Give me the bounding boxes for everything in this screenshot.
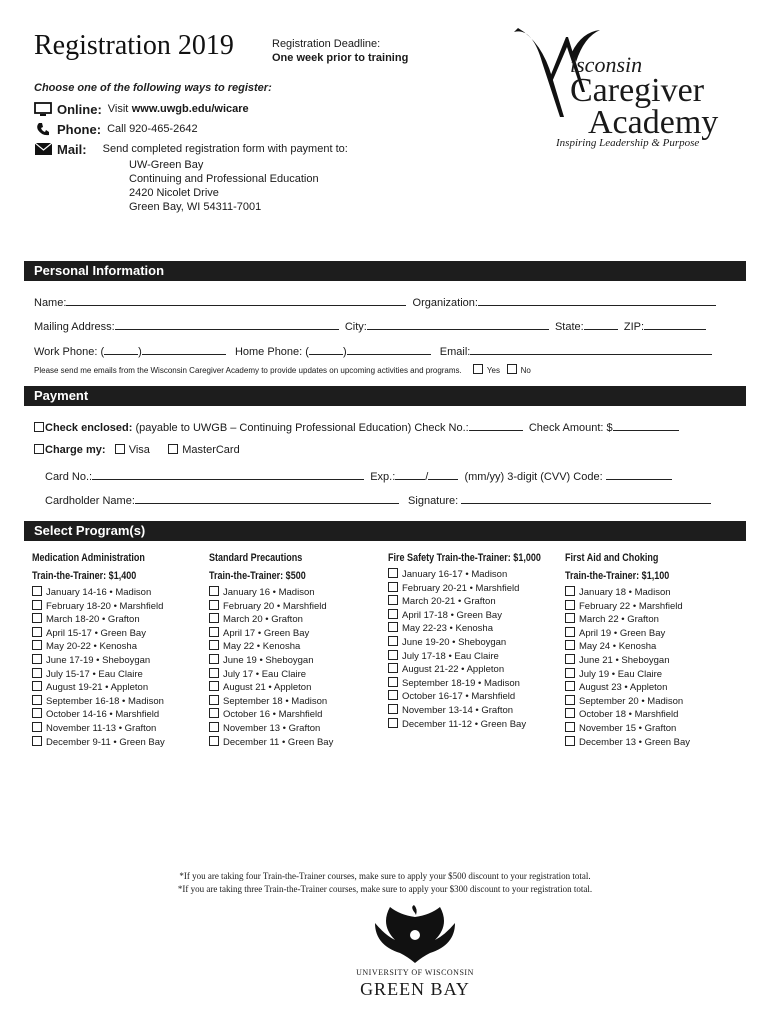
work-phone-label: Work Phone: ( xyxy=(34,346,105,358)
charge-my-label: Charge my: xyxy=(45,444,106,456)
program-date-item[interactable]: January 16 • Madison xyxy=(209,586,379,600)
card-row: Card No.: Exp.: / (mm/yy) 3-digit (CVV) Code: xyxy=(45,469,672,483)
program-dates xyxy=(32,586,202,749)
program-date-item[interactable]: November 15 • Grafton xyxy=(565,722,745,736)
program-date-item[interactable]: February 22 • Marshfield xyxy=(565,600,745,614)
registration-deadline xyxy=(272,37,408,65)
register-phone xyxy=(34,121,198,137)
charge-my-checkbox[interactable] xyxy=(34,444,44,454)
logo-isconsin: isconsin xyxy=(570,52,643,77)
check-no-field[interactable] xyxy=(469,420,523,431)
name-field[interactable] xyxy=(66,295,406,306)
name-row xyxy=(34,295,716,309)
program-price: Train-the-Trainer: $500 xyxy=(209,570,306,582)
check-amount-field[interactable] xyxy=(613,420,679,431)
program-date-item[interactable]: December 9-11 • Green Bay xyxy=(32,736,202,750)
program-date-item[interactable]: December 13 • Green Bay xyxy=(565,736,745,750)
logo-tagline: Inspiring Leadership & Purpose xyxy=(556,137,700,149)
home-phone-field[interactable] xyxy=(347,344,431,355)
program-column-medication xyxy=(32,550,202,749)
register-online xyxy=(34,101,249,117)
program-column-fire-safety xyxy=(388,550,563,731)
program-date-item[interactable]: March 22 • Grafton xyxy=(565,613,745,627)
program-date-item[interactable]: May 22-23 • Kenosha xyxy=(388,622,563,636)
cvv-label: 3-digit (CVV) Code: xyxy=(507,471,603,483)
program-date-item[interactable]: September 16-18 • Madison xyxy=(32,695,202,709)
program-date-item[interactable]: March 20-21 • Grafton xyxy=(388,595,563,609)
phoenix-logo-icon xyxy=(370,905,460,965)
mail-text: Send completed registration form with payment to: xyxy=(102,143,348,155)
program-date-item[interactable]: May 22 • Kenosha xyxy=(209,640,379,654)
organization-label: Organization: xyxy=(412,297,478,309)
address-line: Green Bay, WI 54311-7001 xyxy=(129,201,262,213)
zip-label: ZIP: xyxy=(623,321,645,333)
program-date-item[interactable]: October 16 • Marshfield xyxy=(209,708,379,722)
mmyy-label: (mm/yy) xyxy=(464,471,505,483)
visa-label: Visa xyxy=(128,444,150,456)
personal-info-heading: Personal Information xyxy=(24,261,746,281)
work-phone-area-field[interactable] xyxy=(104,344,138,355)
mastercard-label: MasterCard xyxy=(182,444,240,456)
check-row xyxy=(34,420,679,434)
program-date-item[interactable]: July 17 • Eau Claire xyxy=(209,668,379,682)
program-title: Standard Precautions xyxy=(209,552,303,564)
program-date-item[interactable]: October 14-16 • Marshfield xyxy=(32,708,202,722)
online-label: Online: xyxy=(57,101,102,117)
charge-row xyxy=(34,444,240,456)
logo-academy: Academy xyxy=(588,104,719,141)
yes-label: Yes xyxy=(486,366,500,375)
home-phone-label: Home Phone: ( xyxy=(234,346,309,358)
program-date-item[interactable]: June 19 • Sheboygan xyxy=(209,654,379,668)
uwgb-line1: UNIVERSITY OF WISCONSIN xyxy=(356,968,474,977)
check-payable-text: (payable to UWGB – Continuing Professional Education) xyxy=(135,422,412,434)
program-date-item[interactable]: June 17-19 • Sheboygan xyxy=(32,654,202,668)
mailing-row xyxy=(34,319,706,333)
cardholder-field[interactable] xyxy=(135,493,399,504)
mastercard-checkbox[interactable] xyxy=(168,444,178,454)
phone-text: Call 920-465-2642 xyxy=(107,123,198,135)
mailing-address-label: Mailing Address: xyxy=(34,321,115,333)
program-title: Medication Administration xyxy=(32,552,145,564)
exp-label: Exp.: xyxy=(370,471,396,483)
city-field[interactable] xyxy=(367,319,549,330)
program-date-item[interactable]: June 19-20 • Sheboygan xyxy=(388,636,563,650)
email-label: Email: xyxy=(439,346,471,358)
program-column-first-aid xyxy=(565,550,745,749)
work-phone-field[interactable] xyxy=(142,344,226,355)
email-field[interactable] xyxy=(470,344,712,355)
program-column-standard-precautions xyxy=(209,550,379,749)
email-consent-text: Please send me emails from the Wisconsin Caregiver Academy to provide updates on upcoming activities and programs. xyxy=(34,366,462,375)
program-price: Train-the-Trainer: $1,400 xyxy=(32,570,137,582)
online-prefix: Visit xyxy=(107,103,129,115)
program-dates xyxy=(388,568,563,731)
program-date-item[interactable]: January 18 • Madison xyxy=(565,586,745,600)
program-date-item[interactable]: March 20 • Grafton xyxy=(209,613,379,627)
online-url-link[interactable]: www.uwgb.edu/wicare xyxy=(131,103,249,115)
program-date-item[interactable]: July 19 • Eau Claire xyxy=(565,668,745,682)
cvv-field[interactable] xyxy=(606,469,672,480)
uwgb-line2: GREEN BAY xyxy=(360,979,470,999)
payment-heading: Payment xyxy=(24,386,746,406)
program-date-item[interactable]: June 21 • Sheboygan xyxy=(565,654,745,668)
cardholder-row xyxy=(45,493,711,507)
program-date-item[interactable]: October 18 • Marshfield xyxy=(565,708,745,722)
program-date-item[interactable]: April 15-17 • Green Bay xyxy=(32,627,202,641)
logo-caregiver: Caregiver xyxy=(570,72,705,109)
program-date-item[interactable]: February 20 • Marshfield xyxy=(209,600,379,614)
visa-checkbox[interactable] xyxy=(115,444,125,454)
check-enclosed-label: Check enclosed: xyxy=(45,422,133,434)
no-checkbox[interactable] xyxy=(507,364,517,374)
phone-icon xyxy=(34,121,52,137)
email-consent-row xyxy=(34,364,531,375)
program-date-item[interactable]: April 17 • Green Bay xyxy=(209,627,379,641)
organization-field[interactable] xyxy=(478,295,716,306)
program-title: Fire Safety Train-the-Trainer: $1,000 xyxy=(388,552,541,564)
phone-row: Work Phone: ( ) Home Phone: ( ) Email: xyxy=(34,344,712,358)
program-date-item[interactable]: August 21 • Appleton xyxy=(209,681,379,695)
signature-label: Signature: xyxy=(408,495,459,507)
program-date-item[interactable]: November 13 • Grafton xyxy=(209,722,379,736)
no-label: No xyxy=(520,366,531,375)
program-dates xyxy=(565,586,745,749)
state-label: State: xyxy=(554,321,584,333)
exp-year-field[interactable] xyxy=(428,469,458,480)
city-label: City: xyxy=(344,321,367,333)
address-line: UW-Green Bay xyxy=(129,159,204,171)
deadline-label: Registration Deadline: xyxy=(272,38,381,50)
card-no-field[interactable] xyxy=(92,469,364,480)
program-date-item[interactable]: January 16-17 • Madison xyxy=(388,568,563,582)
program-date-item[interactable]: September 20 • Madison xyxy=(565,695,745,709)
program-date-item[interactable]: January 14-16 • Madison xyxy=(32,586,202,600)
program-date-item[interactable]: March 18-20 • Grafton xyxy=(32,613,202,627)
footnotes xyxy=(0,870,770,896)
program-dates xyxy=(209,586,379,749)
program-price: Train-the-Trainer: $1,100 xyxy=(565,570,670,582)
program-date-item[interactable]: December 11 • Green Bay xyxy=(209,736,379,750)
program-date-item[interactable]: August 21-22 • Appleton xyxy=(388,663,563,677)
program-date-item[interactable]: September 18-19 • Madison xyxy=(388,677,563,691)
state-field[interactable] xyxy=(584,319,618,330)
address-line: Continuing and Professional Education xyxy=(129,173,319,185)
program-date-item[interactable]: May 20-22 • Kenosha xyxy=(32,640,202,654)
mail-label: Mail: xyxy=(57,141,87,157)
page-title: Registration 2019 xyxy=(34,30,234,61)
program-date-item[interactable]: November 13-14 • Grafton xyxy=(388,704,563,718)
home-phone-area-field[interactable] xyxy=(309,344,343,355)
footnote: *If you are taking three Train-the-Trainer courses, make sure to apply your $300 discount to your registration total. xyxy=(177,884,593,894)
program-date-item[interactable]: September 18 • Madison xyxy=(209,695,379,709)
program-date-item[interactable]: December 11-12 • Green Bay xyxy=(388,718,563,732)
address-line: 2420 Nicolet Drive xyxy=(129,187,219,199)
programs-heading: Select Program(s) xyxy=(24,521,746,541)
deadline-value: One week prior to training xyxy=(272,52,409,64)
program-date-item[interactable]: August 19-21 • Appleton xyxy=(32,681,202,695)
register-intro: Choose one of the following ways to register: xyxy=(34,82,272,94)
program-date-item[interactable]: April 19 • Green Bay xyxy=(565,627,745,641)
check-enclosed-checkbox[interactable] xyxy=(34,422,44,432)
name-label: Name: xyxy=(34,297,67,309)
program-title: First Aid and Choking xyxy=(565,552,659,564)
phone-label: Phone: xyxy=(57,121,102,137)
program-date-item[interactable]: August 23 • Appleton xyxy=(565,681,745,695)
card-no-label: Card No.: xyxy=(45,471,93,483)
program-date-item[interactable]: April 17-18 • Green Bay xyxy=(388,609,563,623)
exp-month-field[interactable] xyxy=(395,469,425,480)
envelope-icon xyxy=(34,141,52,157)
program-date-item[interactable]: February 20-21 • Marshfield xyxy=(388,582,563,596)
program-date-item[interactable]: February 18-20 • Marshfield xyxy=(32,600,202,614)
program-date-item[interactable]: November 11-13 • Grafton xyxy=(32,722,202,736)
footnote: *If you are taking four Train-the-Trainer courses, make sure to apply your $500 discount to your registration total. xyxy=(179,871,591,881)
program-date-item[interactable]: May 24 • Kenosha xyxy=(565,640,745,654)
computer-icon xyxy=(34,101,52,117)
signature-field[interactable] xyxy=(461,493,711,504)
register-mail xyxy=(34,141,348,157)
program-date-item[interactable]: July 17-18 • Eau Claire xyxy=(388,650,563,664)
cardholder-label: Cardholder Name: xyxy=(45,495,135,507)
program-date-item[interactable]: October 16-17 • Marshfield xyxy=(388,690,563,704)
wisconsin-caregiver-academy-logo xyxy=(512,22,742,152)
check-amount-label: Check Amount: $ xyxy=(528,422,613,434)
yes-checkbox[interactable] xyxy=(473,364,483,374)
program-date-item[interactable]: July 15-17 • Eau Claire xyxy=(32,668,202,682)
mailing-address-field[interactable] xyxy=(115,319,339,330)
mailing-address xyxy=(129,158,319,214)
check-no-label: Check No.: xyxy=(414,422,469,434)
zip-field[interactable] xyxy=(644,319,706,330)
